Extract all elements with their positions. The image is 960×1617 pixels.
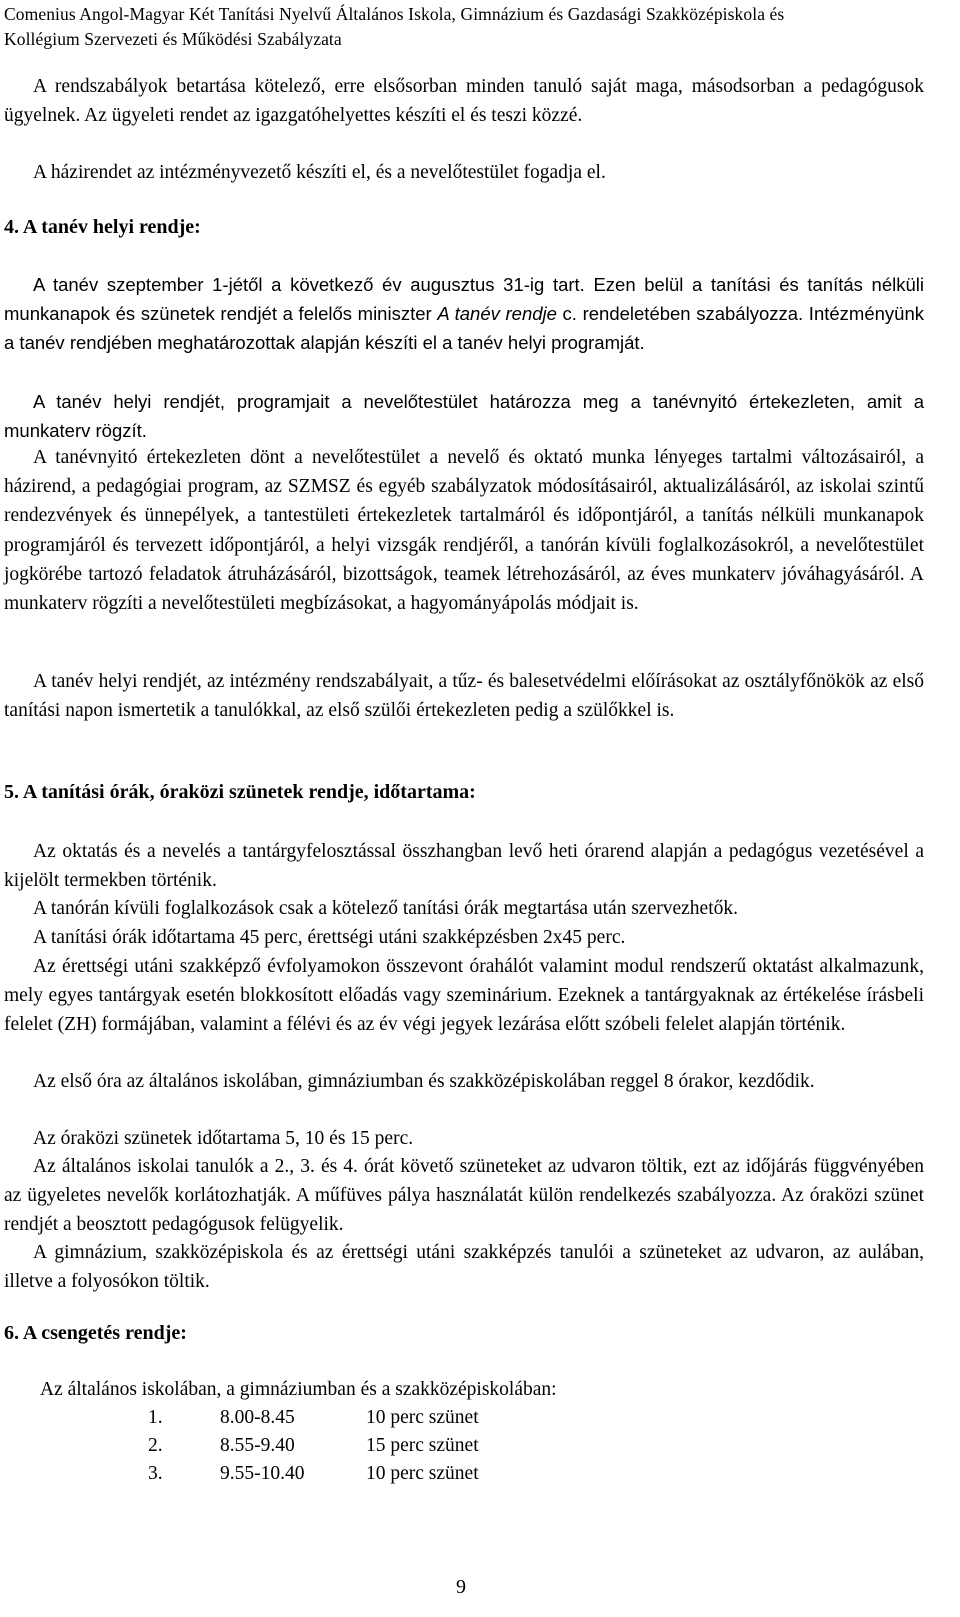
- section-4-paragraph-2: A tanév helyi rendjét, programjait a nevelőtestület határozza meg a tanévnyitó értekezleten, amit a munkaterv rögzít.: [4, 391, 924, 441]
- section-5-paragraph-3: A tanítási órák időtartama 45 perc, érettségi utáni szakképzésben 2x45 perc.: [33, 927, 626, 948]
- section-4-paragraph-3: A tanévnyitó értekezleten dönt a nevelőtestület a nevelő és oktató munka lényeges tartalmi változásairól, a házirend, a pedagógiai program, az SZMSZ és egyéb szabályzatok módosításairól, aktualizálásáról, az iskolai szintű rendezvények és ünnepélyek, a tantestületi értekezletek tartalmáról és időpontjáról, a tanítás nélküli munkanapok programjáról és tervezett időpontjáról, a helyi vizsgák rendjéről, a tanórán kívüli foglalkozásokról, a nevelőtestület jogkörébe tartozó feladatok átruházásáról, bizottságok, teamek létrehozásáról, az éves munkaterv jóváhagyásáról. A munkaterv rögzíti a nevelőtestületi megbízásokat, a hagyományápolás módjait is.: [4, 447, 924, 615]
- bell-row-time: 9.55-10.40: [220, 1463, 305, 1484]
- bell-row-break: 15 perc szünet: [366, 1435, 479, 1456]
- section-4-paragraph-1-text-b: c. rendeletében szabályozza. Intézményünk a tanév rendjében meghatározottak alapján készíti el a tanév helyi programját.: [4, 303, 924, 353]
- section-4-paragraph-1-emphasis: A tanév rendje: [437, 303, 557, 324]
- header-line-1: Comenius Angol-Magyar Két Tanítási Nyelvű Általános Iskola, Gimnázium és Gazdasági Szakközépiskola és: [4, 4, 785, 24]
- bell-row-break: 10 perc szünet: [366, 1463, 479, 1484]
- bell-row-number: 2.: [148, 1435, 163, 1456]
- section-5-paragraph-8: A gimnázium, szakközépiskola és az érettségi utáni szakképzés tanulói a szüneteket az udvaron, az aulában, illetve a folyosókon töltik.: [4, 1242, 924, 1292]
- section-5-paragraph-5: Az első óra az általános iskolában, gimnáziumban és szakközépiskolában reggel 8 órakor, kezdődik.: [33, 1071, 815, 1092]
- section-5-heading: 5. A tanítási órák, óraközi szünetek rendje, időtartama:: [4, 781, 476, 803]
- section-5-paragraph-1: Az oktatás és a nevelés a tantárgyfelosztással összhangban levő heti órarend alapján a pedagógus vezetésével a kijelölt termekben történik.: [4, 841, 924, 891]
- section-4-paragraph-4: A tanév helyi rendjét, az intézmény rendszabályait, a tűz- és balesetvédelmi előírásokat az osztályfőnökök az első tanítási napon ismertetik a tanulókkal, az első szülői értekezleten pedig a szülőkkel is.: [4, 671, 924, 721]
- section-6-heading: 6. A csengetés rendje:: [4, 1322, 187, 1344]
- bell-row-break: 10 perc szünet: [366, 1407, 479, 1428]
- bell-row-time: 8.00-8.45: [220, 1407, 295, 1428]
- page-header: [4, 2, 934, 52]
- bell-row-number: 3.: [148, 1463, 163, 1484]
- section-5-paragraph-4: Az érettségi utáni szakképző évfolyamokon összevont órahálót valamint modul rendszerű oktatást alkalmazunk, mely egyes tantárgyak esetén blokkosított előadás vagy szeminárium. Ezeknek a tantárgyaknak az értékelése írásbeli felelet (ZH) formájában, valamint a félévi és az év végi jegyek lezárása előtt szóbeli felelet alapján történik.: [4, 956, 924, 1035]
- section-4-paragraph-1: [4, 270, 924, 357]
- intro-paragraph-2: A házirendet az intézményvezető készíti el, és a nevelőtestület fogadja el.: [33, 162, 606, 183]
- section-4-paragraph-1-text-a: A tanév szeptember 1-jétől a következő év augusztus 31-ig tart. Ezen belül a tanítási és tanítás nélküli munkanapok és szünetek rendjét a felelős miniszter: [4, 274, 924, 324]
- intro-paragraph-1: A rendszabályok betartása kötelező, erre elsősorban minden tanuló saját maga, másodsorban a pedagógusok ügyelnek. Az ügyeleti rendet az igazgatóhelyettes készíti el és teszi közzé.: [4, 76, 924, 126]
- header-line-2: Kollégium Szervezeti és Működési Szabályzata: [4, 29, 342, 49]
- bell-row-time: 8.55-9.40: [220, 1435, 295, 1456]
- bell-row-number: 1.: [148, 1407, 163, 1428]
- bell-schedule-intro: Az általános iskolában, a gimnáziumban és a szakközépiskolában:: [40, 1379, 557, 1400]
- section-4-heading: 4. A tanév helyi rendje:: [4, 216, 201, 238]
- section-5-paragraph-7: Az általános iskolai tanulók a 2., 3. és 4. órát követő szüneteket az udvaron töltik, ezt az időjárás függvényében az ügyeletes nevelők korlátozhatják. A műfüves pálya használatát külön rendelkezés szabályozza. Az óraközi szünet rendjét a beosztott pedagógusok felügyelik.: [4, 1156, 924, 1235]
- section-5-paragraph-6: Az óraközi szünetek időtartama 5, 10 és 15 perc.: [33, 1128, 414, 1149]
- page-number: 9: [456, 1576, 466, 1598]
- section-5-paragraph-2: A tanórán kívüli foglalkozások csak a kötelező tanítási órák megtartása után szervezhetők.: [33, 898, 738, 919]
